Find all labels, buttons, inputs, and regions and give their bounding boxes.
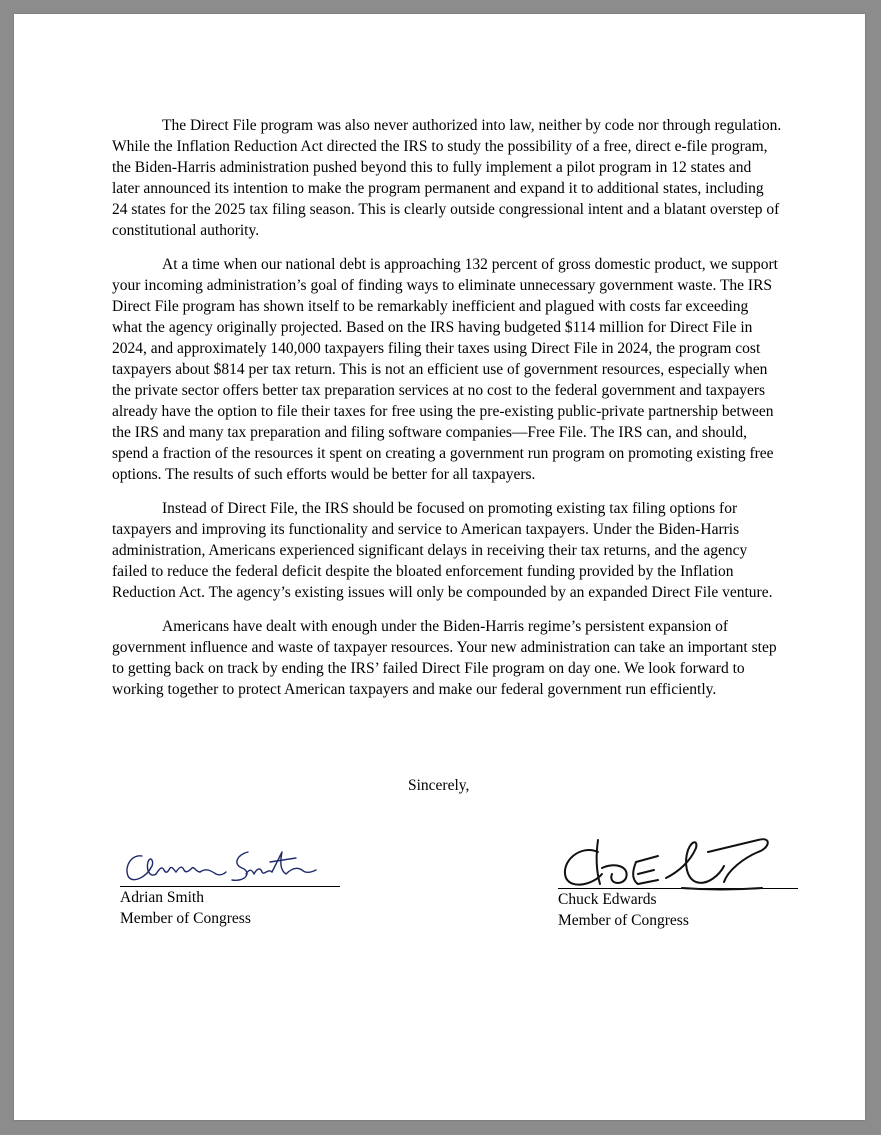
signature-block-adrian-smith [120, 844, 340, 929]
letter-page [14, 14, 865, 1120]
signatory-title: Member of Congress [558, 912, 689, 929]
signature-block-chuck-edwards [558, 826, 798, 931]
signature-chuck-edwards [558, 826, 788, 894]
signature-adrian-smith [120, 844, 335, 886]
signatory-title: Member of Congress [120, 910, 251, 927]
signatory-name: Chuck Edwards [558, 891, 657, 908]
paragraph-1: The Direct File program was also never authorized into law, neither by code nor through regulation. While the Inflation Reduction Act directed the IRS to study the possibility of a free, direct e-file program, the Biden-Harris administration pushed beyond this to fully implement a pilot program in 12 states and later announced its intention to make the program permanent and expand it to additional states, including 24 states for the 2025 tax filing season. This is clearly outside congressional intent and a blatant overstep of constitutional authority. [112, 117, 782, 239]
paragraph-2: At a time when our national debt is approaching 132 percent of gross domestic product, we support your incoming administration’s goal of finding ways to eliminate unnecessary government waste. The IRS Direct File program has shown itself to be remarkably inefficient and plagued with costs far exceeding what the agency originally projected. Based on the IRS having budgeted $114 million for Direct File in 2024, and approximately 140,000 taxpayers filing their taxes using Direct File in 2024, the program cost taxpayers about $814 per tax return. This is not an efficient use of government resources, especially when the private sector offers better tax preparation services at no cost to the federal government and taxpayers already have the option to file their taxes for free using the pre-existing public-private partnership between the IRS and many tax preparation and filing software companies—Free File. The IRS can, and should, spend a fraction of the resources it spent on creating a government run program on promoting existing free options. The results of such efforts would be better for all taxpayers. [112, 256, 778, 483]
letter-body [112, 115, 782, 713]
signatory-name: Adrian Smith [120, 889, 204, 906]
paragraph-4: Americans have dealt with enough under the Biden-Harris regime’s persistent expansion of government influence and waste of taxpayer resources. Your new administration can take an important step to getting back on track by ending the IRS’ failed Direct File program on day one. We look forward to working together to protect American taxpayers and make our federal government run efficiently. [112, 618, 777, 698]
paragraph-3: Instead of Direct File, the IRS should be focused on promoting existing tax filing options for taxpayers and improving its functionality and service to American taxpayers. Under the Biden-Harris administration, Americans experienced significant delays in receiving their tax returns, and the agency failed to reduce the federal deficit despite the bloated enforcement funding provided by the Inflation Reduction Act. The agency’s existing issues will only be compounded by an expanded Direct File venture. [112, 500, 773, 601]
closing-salutation: Sincerely, [408, 777, 470, 794]
